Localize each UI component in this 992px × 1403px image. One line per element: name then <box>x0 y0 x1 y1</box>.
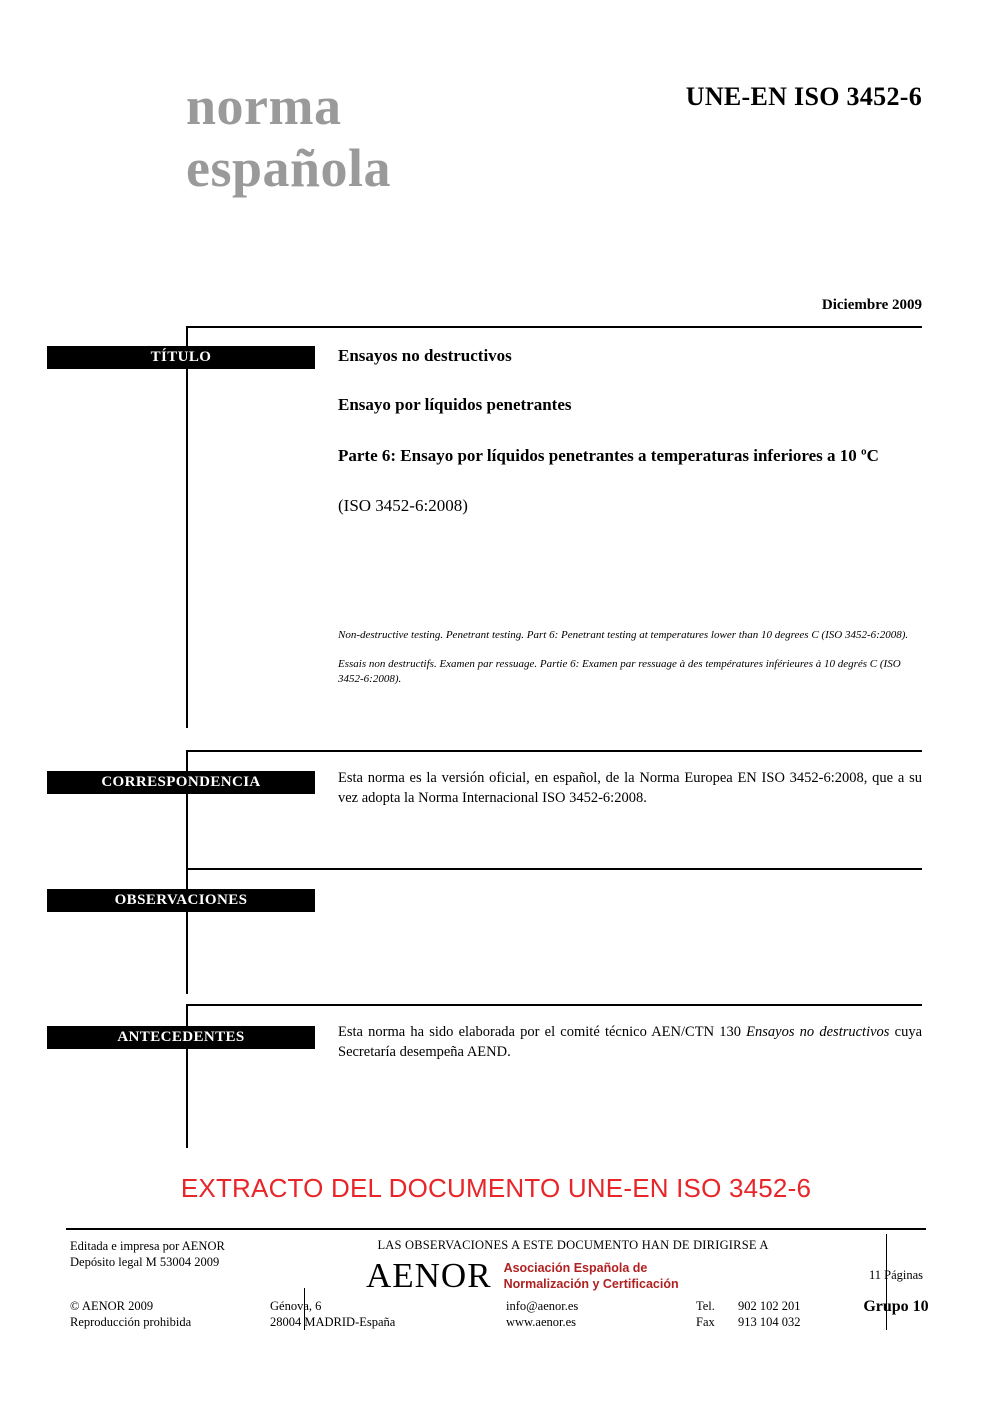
aenor-name: AENOR <box>366 1256 492 1295</box>
footer-email[interactable]: info@aenor.es <box>506 1299 579 1313</box>
footer <box>66 1230 929 1330</box>
footer-page-count: 11 Páginas <box>868 1268 924 1282</box>
extract-banner: EXTRACTO DEL DOCUMENTO UNE-EN ISO 3452-6 <box>180 1173 812 1203</box>
rule-correspondencia-top <box>186 750 922 752</box>
aenor-subtitle-line-2: Normalización y Certificación <box>503 1277 679 1291</box>
footer-fax-row <box>696 1314 801 1330</box>
footer-phone <box>696 1298 801 1330</box>
footer-edited-by <box>70 1238 225 1270</box>
antecedentes-text-part2: cuya Secretaría desempeña AEND. <box>338 1024 923 1060</box>
footer-tel-label: Tel. <box>696 1299 715 1313</box>
footer-copyright <box>70 1298 191 1330</box>
antecedentes-text-part1: Esta norma ha sido elaborada por el comité técnico AEN/CTN 130 <box>338 1024 747 1040</box>
logo-line-1: norma <box>186 76 342 136</box>
logo-line-2: española <box>186 138 392 198</box>
section-tag-titulo: TÍTULO <box>47 346 315 369</box>
footer-address-line-1: Génova, 6 <box>270 1299 322 1313</box>
correspondencia-text: Esta norma es la versión oficial, en español, de la Norma Europea EN ISO 3452-6:2008, que a su vez adopta la Norma Internacional ISO 3452-6:2008. <box>338 770 922 806</box>
rule-antecedentes-top <box>186 1004 922 1006</box>
footer-address <box>270 1298 395 1330</box>
alt-titles <box>338 628 922 701</box>
vrule-correspondencia <box>186 750 188 868</box>
antecedentes-text <box>338 1022 922 1062</box>
section-tag-correspondencia: CORRESPONDENCIA <box>47 771 315 794</box>
titulo-content <box>338 346 922 516</box>
title-line-1: Ensayos no destructivos <box>338 346 512 365</box>
footer-fax-value: 913 104 032 <box>738 1315 801 1329</box>
footer-group: Grupo 10 <box>863 1298 929 1315</box>
footer-website[interactable]: www.aenor.es <box>506 1315 577 1329</box>
title-line-2: Ensayo por líquidos penetrantes <box>338 395 572 414</box>
antecedentes-content <box>338 1022 922 1062</box>
section-tag-observaciones: OBSERVACIONES <box>47 889 315 912</box>
norma-espanola-logo <box>186 75 616 199</box>
vrule-observaciones <box>186 868 188 994</box>
alt-title-french: Essais non destructifs. Examen par ressuage. Partie 6: Examen par ressuage à des températures inférieures à 10 degrés C (ISO 3452-6:2008). <box>338 658 901 685</box>
footer-copyright-line-1: © AENOR 2009 <box>70 1299 154 1313</box>
rule-observaciones-top <box>186 868 922 870</box>
footer-tel-row <box>696 1298 801 1314</box>
rule-titulo-top <box>186 326 922 328</box>
vrule-titulo <box>186 326 188 728</box>
antecedentes-text-italic: Ensayos no destructivos <box>746 1024 890 1040</box>
footer-edited-line-2: Depósito legal M 53004 2009 <box>70 1255 220 1269</box>
aenor-logo <box>366 1256 786 1296</box>
standard-code: UNE-EN ISO 3452-6 <box>685 82 922 111</box>
footer-observations-notice: LAS OBSERVACIONES A ESTE DOCUMENTO HAN DE DIRIGIRSE A <box>377 1238 769 1252</box>
aenor-subtitle-line-1: Asociación Española de <box>503 1261 648 1275</box>
alt-title-english: Non-destructive testing. Penetrant testing. Part 6: Penetrant testing at temperatures lower than 10 degrees C (ISO 3452-6:2008). <box>338 629 909 641</box>
footer-copyright-line-2: Reproducción prohibida <box>70 1315 192 1329</box>
footer-contact <box>506 1298 578 1330</box>
publication-date: Diciembre 2009 <box>821 297 922 313</box>
aenor-subtitle <box>504 1260 679 1292</box>
footer-fax-label: Fax <box>696 1315 715 1329</box>
footer-tel-value: 902 102 201 <box>738 1299 801 1313</box>
footer-address-line-2: 28004 MADRID-España <box>270 1315 396 1329</box>
section-tag-antecedentes: ANTECEDENTES <box>47 1026 315 1049</box>
footer-edited-line-1: Editada e impresa por AENOR <box>70 1239 225 1253</box>
title-part: Parte 6: Ensayo por líquidos penetrantes a temperaturas inferiores a 10 ºC <box>338 446 879 465</box>
title-iso-reference: (ISO 3452-6:2008) <box>338 496 468 515</box>
correspondencia-content <box>338 768 922 808</box>
